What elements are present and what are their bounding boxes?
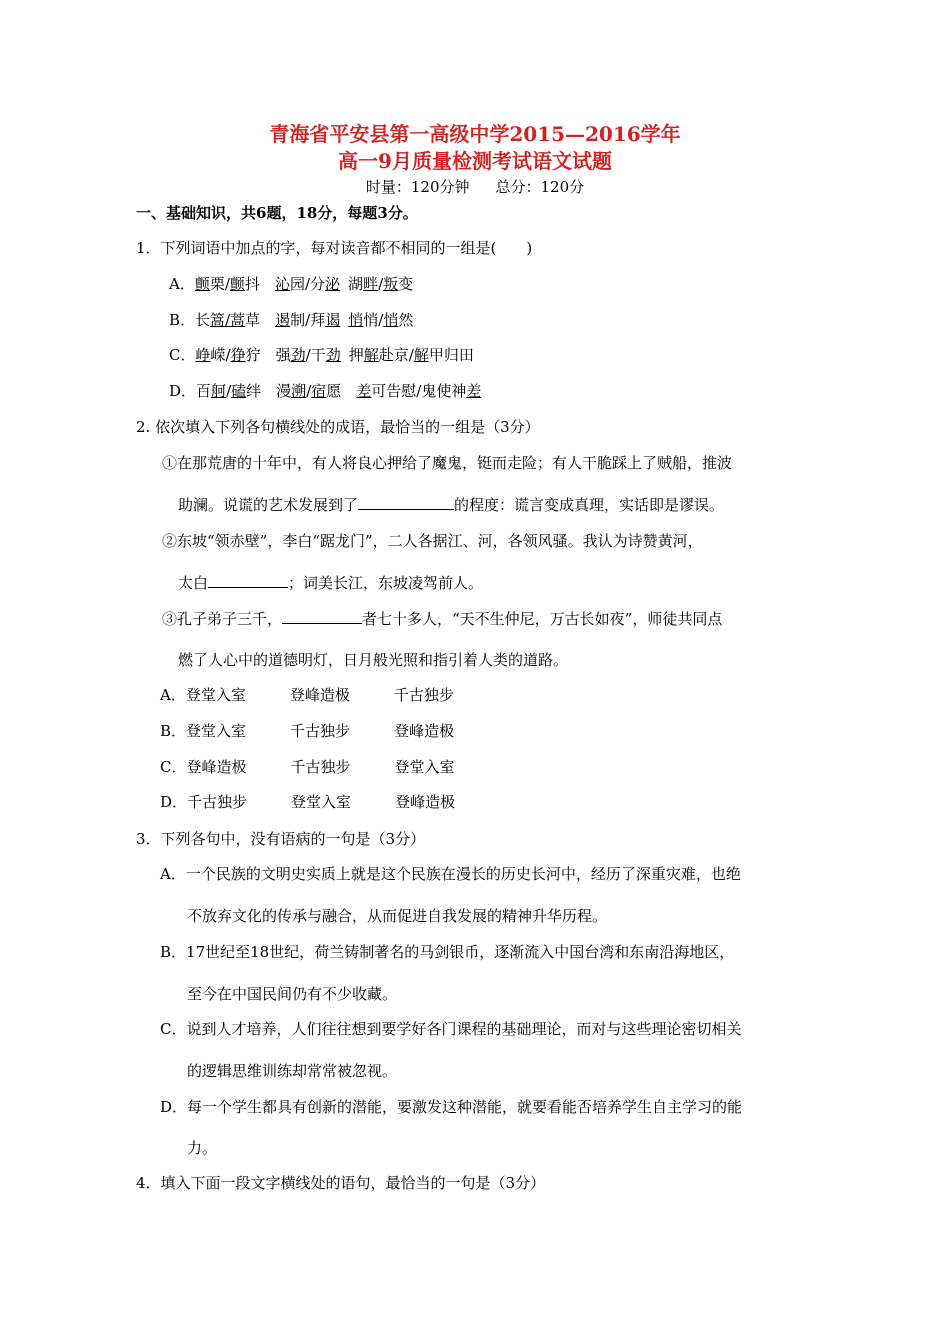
question-3-option-a-line-2: 不放弃文化的传承与融合，从而促进自我发展的精神升华历程。 <box>187 907 608 925</box>
question-3-option-c-line-1: C．说到人才培养，人们往往想到要学好各门课程的基础理论，而对与这些理论密切相关 <box>160 1020 742 1038</box>
answer-blank-3 <box>282 608 362 624</box>
question-3-option-d-line-1: D．每一个学生都具有创新的潜能，要激发这种潜能，就要看能否培养学生自主学习的能 <box>160 1098 743 1116</box>
question-3-option-c-line-2: 的逻辑思维训练却常常被忽视。 <box>187 1062 398 1080</box>
question-3-option-d-line-2: 力。 <box>187 1139 218 1157</box>
section-heading: 一、基础知识，共6题，18分，每题3分。 <box>136 204 418 222</box>
exam-meta <box>0 177 950 197</box>
question-4-stem: 4．填入下面一段文字横线处的语句，最恰当的一句是（3分） <box>136 1174 546 1192</box>
question-2-sentence-1-line-1: ①在那荒唐的十年中，有人将良心押给了魔鬼，铤而走险；有人干脆踩上了贼船，推波 <box>162 454 733 472</box>
question-2-sentence-2-line-1: ②东坡“领赤壁”，李白“踞龙门”，二人各据江、河，各领风骚。我认为诗赞黄河， <box>162 532 703 550</box>
question-2-option-d: D．千古独步 登堂入室 登峰造极 <box>160 793 456 811</box>
question-1-stem: 1．下列词语中加点的字，每对读音都不相同的一组是( ) <box>136 239 533 257</box>
time-label: 时量：120分钟 <box>365 178 470 196</box>
question-1-option-c: C．峥嵘/狰狞 强劲/干劲 押解赴京/解甲归田 <box>169 346 474 364</box>
question-2-sentence-1-line-2: 助澜。说谎的艺术发展到了 的程度：谎言变成真理，实话即是谬误。 <box>178 496 725 514</box>
question-1-option-b: B．长篙/蒿草 遏制/拜谒 悄悄/悄然 <box>169 311 414 329</box>
question-2-stem: 2. 依次填入下列各句横线处的成语，最恰当的一组是（3分） <box>136 418 540 436</box>
question-2-option-a: A．登堂入室 登峰造极 千古独步 <box>160 686 454 704</box>
question-2-sentence-3-line-1: ③孔子弟子三千， 者七十多人，“天不生仲尼，万古长如夜”，师徒共同点 <box>162 610 723 628</box>
question-2-sentence-3-line-2: 燃了人心中的道德明灯，日月般光照和指引着人类的道路。 <box>178 651 569 669</box>
question-3-stem: 3．下列各句中，没有语病的一句是（3分） <box>136 830 426 848</box>
question-3-option-a-line-1: A．一个民族的文明史实质上就是这个民族在漫长的历史长河中，经历了深重灾难，也绝 <box>160 865 741 883</box>
score-label: 总分：120分 <box>495 178 585 196</box>
exam-title-line1: 青海省平安县第一高级中学2015—2016学年 <box>269 122 681 146</box>
exam-title-line2: 高一9月质量检测考试语文试题 <box>338 149 612 173</box>
question-2-sentence-2-line-2: 太白 ；词美长江，东坡凌驾前人。 <box>178 574 484 592</box>
question-2-option-c: C．登峰造极 千古独步 登堂入室 <box>160 758 455 776</box>
question-3-option-b-line-1: B．17世纪至18世纪，荷兰铸制著名的马剑银币，逐渐流入中国台湾和东南沿海地区， <box>160 943 735 961</box>
question-1-option-d: D．百舸/磕绊 漫溯/宿愿 差可告慰/鬼使神差 <box>169 382 482 400</box>
question-2-option-b: B．登堂入室 千古独步 登峰造极 <box>160 722 455 740</box>
answer-blank-1 <box>358 494 454 510</box>
question-3-option-b-line-2: 至今在中国民间仍有不少收藏。 <box>187 985 398 1003</box>
answer-blank-2 <box>208 572 288 588</box>
question-1-option-a: A．颤栗/颤抖 沁园/分泌 湖畔/叛变 <box>169 275 414 293</box>
